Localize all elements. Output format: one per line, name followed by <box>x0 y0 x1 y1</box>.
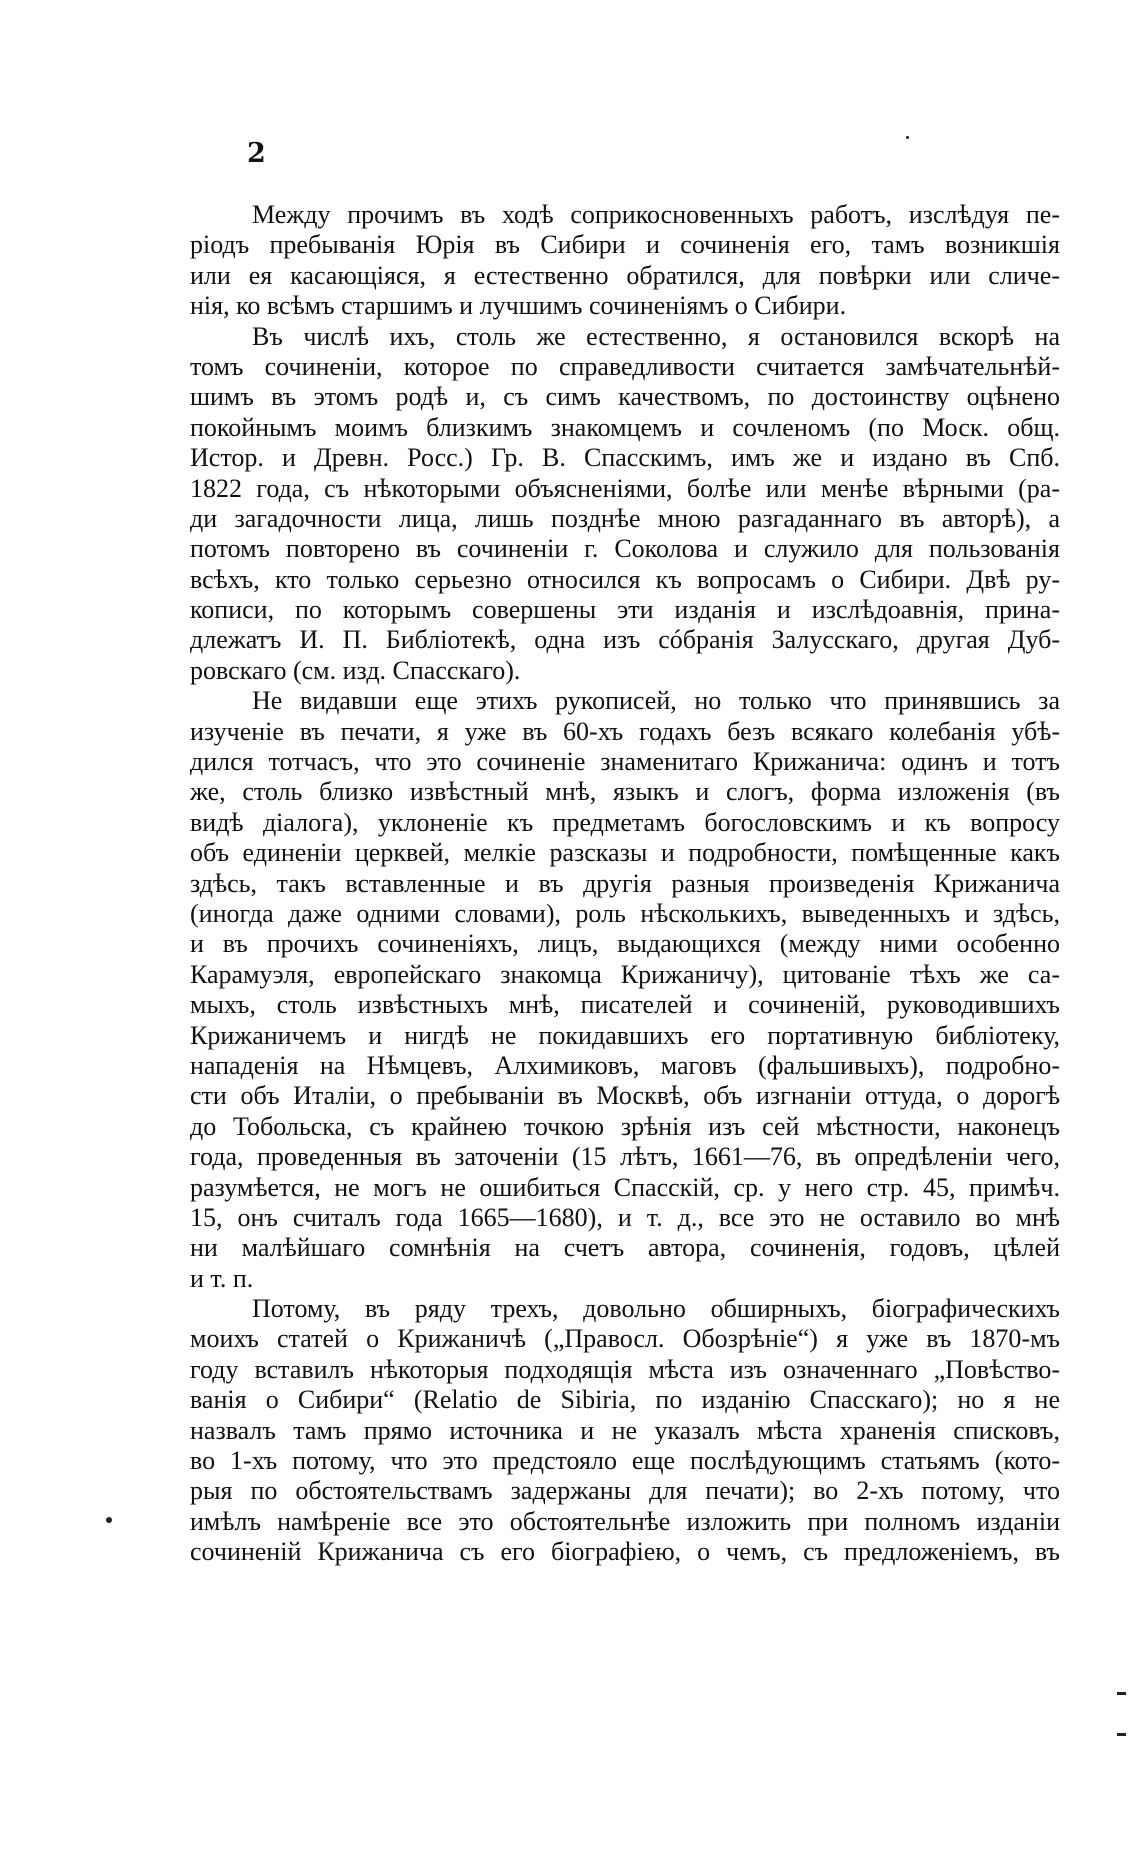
text-line: разумѣется, не могъ не ошибиться Спасскій, ср. у него стр. 45, примѣч. <box>190 1172 1060 1202</box>
text-line: ровскаго (см. изд. Спасскаго). <box>190 655 521 685</box>
text-line: назвалъ тамъ прямо источника и не указалъ мѣста храненія списковъ, <box>190 1415 1060 1445</box>
text-line: Потому, въ ряду трехъ, довольно обширныхъ, біографическихъ <box>252 1294 1060 1324</box>
scan-speck <box>906 136 909 139</box>
text-line: года, проведенныя въ заточеніи (15 лѣтъ, 1661—76, въ опредѣленіи чего, <box>190 1142 1060 1172</box>
text-line: изученіе въ печати, я уже въ 60-хъ годахъ безъ всякаго колебанія убѣ- <box>190 716 1060 746</box>
text-line: 15, онъ считалъ года 1665—1680), и т. д., все это не оставило во мнѣ <box>190 1202 1060 1232</box>
text-line: рыя по обстоятельствамъ задержаны для печати); во 2-хъ потому, что <box>190 1476 1060 1506</box>
text-line: году вставилъ нѣкоторыя подходящія мѣста изъ означеннаго „Повѣство- <box>190 1354 1060 1384</box>
text-line: 1822 года, съ нѣкоторыми объясненіями, болѣе или менѣе вѣрными (ра- <box>190 473 1060 503</box>
text-line: и т. п. <box>190 1263 254 1293</box>
text-line: же, столь близко извѣстный мнѣ, языкъ и слогъ, форма изложенія (въ <box>190 777 1060 807</box>
text-line: ди загадочности лица, лишь позднѣе мною разгаданнаго въ авторѣ), а <box>190 503 1060 533</box>
text-line: ни малѣйшаго сомнѣнія на счетъ автора, сочиненія, годовъ, цѣлей <box>190 1233 1060 1263</box>
text-line: длежатъ И. П. Библіотекѣ, одна изъ сóбранія Залусскаго, другая Дуб- <box>190 625 1060 655</box>
scan-edge-mark <box>1117 1733 1126 1736</box>
text-line: всѣхъ, кто только серьезно относился къ вопросамъ о Сибири. Двѣ ру- <box>190 564 1060 594</box>
text-line: Карамуэля, европейскаго знакомца Крижаничу), цитованіе тѣхъ же са- <box>190 959 1060 989</box>
text-line: ріодъ пребыванія Юрія въ Сибири и сочиненія его, тамъ возникшія <box>190 230 1060 260</box>
scan-edge-mark <box>1117 1692 1126 1695</box>
text-line: или ея касающіяся, я естественно обратился, для повѣрки или сличе- <box>190 260 1060 290</box>
text-line: шимъ въ этомъ родѣ и, съ симъ качествомъ, по достоинству оцѣнено <box>190 382 1060 412</box>
text-line: Истор. и Древн. Росс.) Гр. В. Спасскимъ, имъ же и издано въ Спб. <box>190 443 1060 473</box>
text-line: Крижаничемъ и нигдѣ не покидавшихъ его портативную библіотеку, <box>190 1020 1060 1050</box>
text-line: нападенія на Нѣмцевъ, Алхимиковъ, маговъ (фальшивыхъ), подробно- <box>190 1050 1060 1080</box>
text-line: и въ прочихъ сочиненіяхъ, лицъ, выдающихся (между ними особенно <box>190 929 1060 959</box>
text-line: сти объ Италіи, о пребываніи въ Москвѣ, объ изгнаніи оттуда, о дорогѣ <box>190 1081 1060 1111</box>
text-line: имѣлъ намѣреніе все это обстоятельнѣе изложить при полномъ изданіи <box>190 1506 1060 1536</box>
text-line: во 1-хъ потому, что это предстояло еще послѣдующимъ статьямъ (кото- <box>190 1446 1060 1476</box>
text-line: объ единеніи церквей, мелкіе разсказы и подробности, помѣщенные какъ <box>190 838 1060 868</box>
text-line: (иногда даже одними словами), роль нѣсколькихъ, выведенныхъ и здѣсь, <box>190 898 1060 928</box>
body-text <box>190 200 1060 1568</box>
text-line: до Тобольска, съ крайнею точкою зрѣнія изъ сей мѣстности, наконецъ <box>190 1111 1060 1141</box>
text-line: Не видавши еще этихъ рукописей, но только что принявшись за <box>252 686 1060 716</box>
text-line: покойнымъ моимъ близкимъ знакомцемъ и сочленомъ (по Моск. общ. <box>190 412 1060 442</box>
text-line: томъ сочиненіи, которое по справедливости считается замѣчательнѣй- <box>190 351 1060 381</box>
text-line: ванія о Сибири“ (Relatio de Sibiria, по изданію Спасскаго); но я не <box>190 1385 1060 1415</box>
page-number: 2 <box>247 138 266 169</box>
text-line: кописи, по которымъ совершены эти изданія и изслѣдоавнія, прина- <box>190 595 1060 625</box>
text-line: моихъ статей о Крижаничѣ („Правосл. Обозрѣніе“) я уже въ 1870-мъ <box>190 1324 1060 1354</box>
text-line: сочиненій Крижанича съ его біографіею, о чемъ, съ предложеніемъ, въ <box>190 1537 1060 1567</box>
text-line: видѣ діалога), уклоненіе къ предметамъ богословскимъ и къ вопросу <box>190 807 1060 837</box>
text-line: Между прочимъ въ ходѣ соприкосновенныхъ работъ, изслѣдуя пе- <box>252 200 1060 229</box>
text-line: мыхъ, столь извѣстныхъ мнѣ, писателей и сочиненій, руководившихъ <box>190 990 1060 1020</box>
scan-speck <box>106 1517 112 1523</box>
text-line: здѣсь, такъ вставленные и въ другія разныя произведенія Крижанича <box>190 868 1060 898</box>
text-line: дился тотчасъ, что это сочиненіе знаменитаго Крижанича: одинъ и тотъ <box>190 747 1060 777</box>
text-line: потомъ повторено въ сочиненіи г. Соколова и служило для пользованія <box>190 534 1060 564</box>
text-line: Въ числѣ ихъ, столь же естественно, я остановился вскорѣ на <box>252 321 1060 351</box>
text-line: нія, ко всѣмъ старшимъ и лучшимъ сочиненіямъ о Сибири. <box>190 291 847 321</box>
